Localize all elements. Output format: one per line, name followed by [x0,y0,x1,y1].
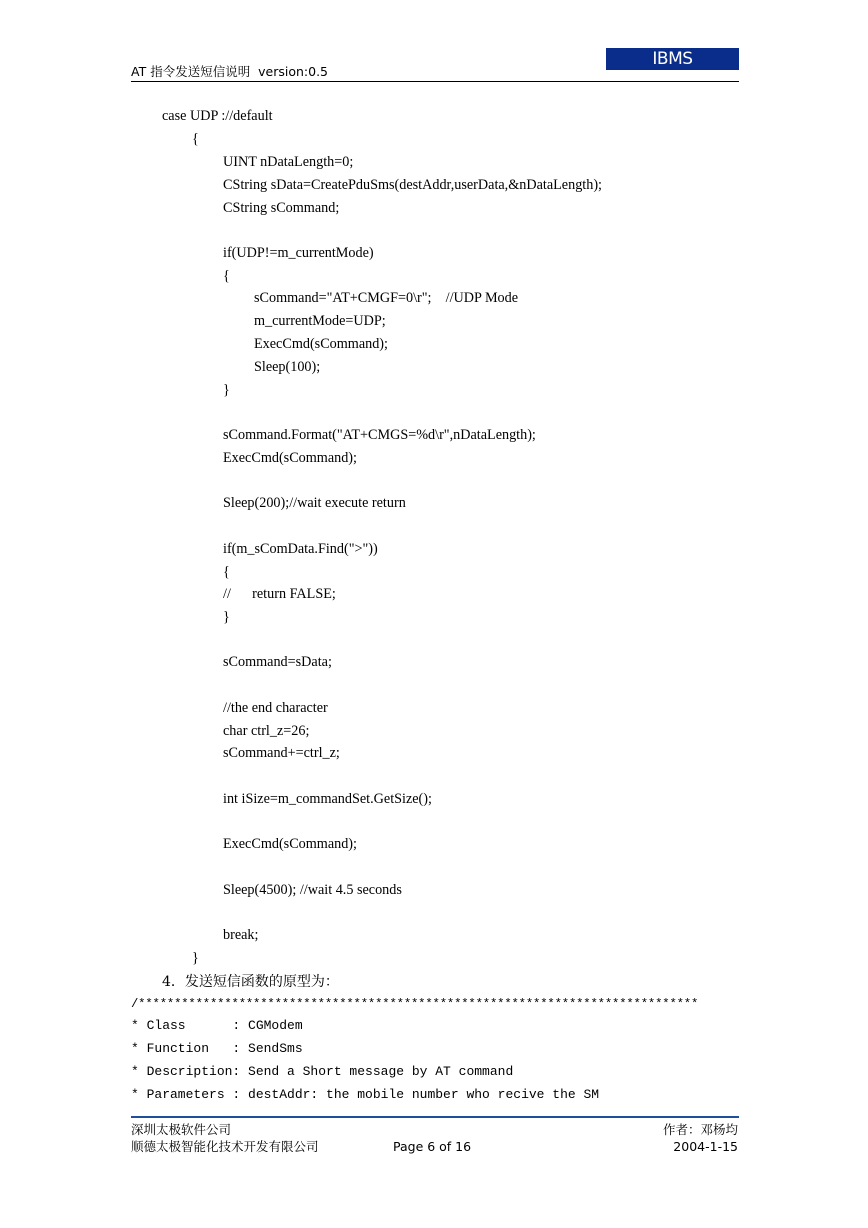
code-line: // return FALSE; [223,586,336,602]
code-line: char ctrl_z=26; [223,723,310,739]
footer-date: 2004-1-15 [673,1139,738,1154]
footer-company-2: 顺德太极智能化技术开发有限公司 [131,1139,319,1154]
footer-company-1: 深圳太极软件公司 [131,1122,232,1137]
code-line: if(UDP!=m_currentMode) [223,245,374,261]
code-line: UINT nDataLength=0; [223,154,354,170]
code-line: ExecCmd(sCommand); [223,836,357,852]
comment-line: /****************************************************************************** [131,997,699,1011]
comment-line: * Class : CGModem [131,1018,303,1033]
code-line: break; [223,927,259,943]
code-line: { [223,564,230,580]
code-line: { [223,268,230,284]
section-heading: 4．发送短信函数的原型为： [162,974,339,990]
comment-line: * Parameters : destAddr: the mobile number who recive the SM [131,1087,600,1102]
page-number: Page 6 of 16 [393,1139,472,1154]
code-line: CString sCommand; [223,200,340,216]
code-line: sCommand.Format("AT+CMGS=%d\r",nDataLength); [223,427,536,443]
ibms-logo: IBMS [606,48,739,70]
code-line: ExecCmd(sCommand); [254,336,388,352]
code-line: //the end character [223,700,328,716]
code-line: } [223,382,230,398]
footer-author: 作者：邓杨均 [662,1122,738,1137]
code-line: Sleep(200);//wait execute return [223,495,406,511]
code-line: ExecCmd(sCommand); [223,450,357,466]
code-line: if(m_sComData.Find(">")) [223,541,378,557]
code-line: } [223,609,230,625]
code-line: sCommand+=ctrl_z; [223,745,340,761]
code-line: m_currentMode=UDP; [254,313,386,329]
code-line: case UDP ://default [162,108,273,124]
code-line: int iSize=m_commandSet.GetSize(); [223,791,432,807]
code-line: sCommand="AT+CMGF=0\r"; //UDP Mode [254,290,519,306]
comment-line: * Description: Send a Short message by AT command [131,1064,514,1079]
code-line: } [192,950,199,966]
code-line: Sleep(100); [254,359,321,375]
code-line: CString sData=CreatePduSms(destAddr,userData,&nDataLength); [223,177,602,193]
comment-line: * Function : SendSms [131,1041,303,1056]
code-line: { [192,131,199,147]
code-line: sCommand=sData; [223,654,332,670]
document-header-title: AT 指令发送短信说明 version:0.5 [131,64,329,79]
footer-divider [131,1116,739,1118]
code-line: Sleep(4500); //wait 4.5 seconds [223,882,402,898]
header-divider [131,81,739,82]
